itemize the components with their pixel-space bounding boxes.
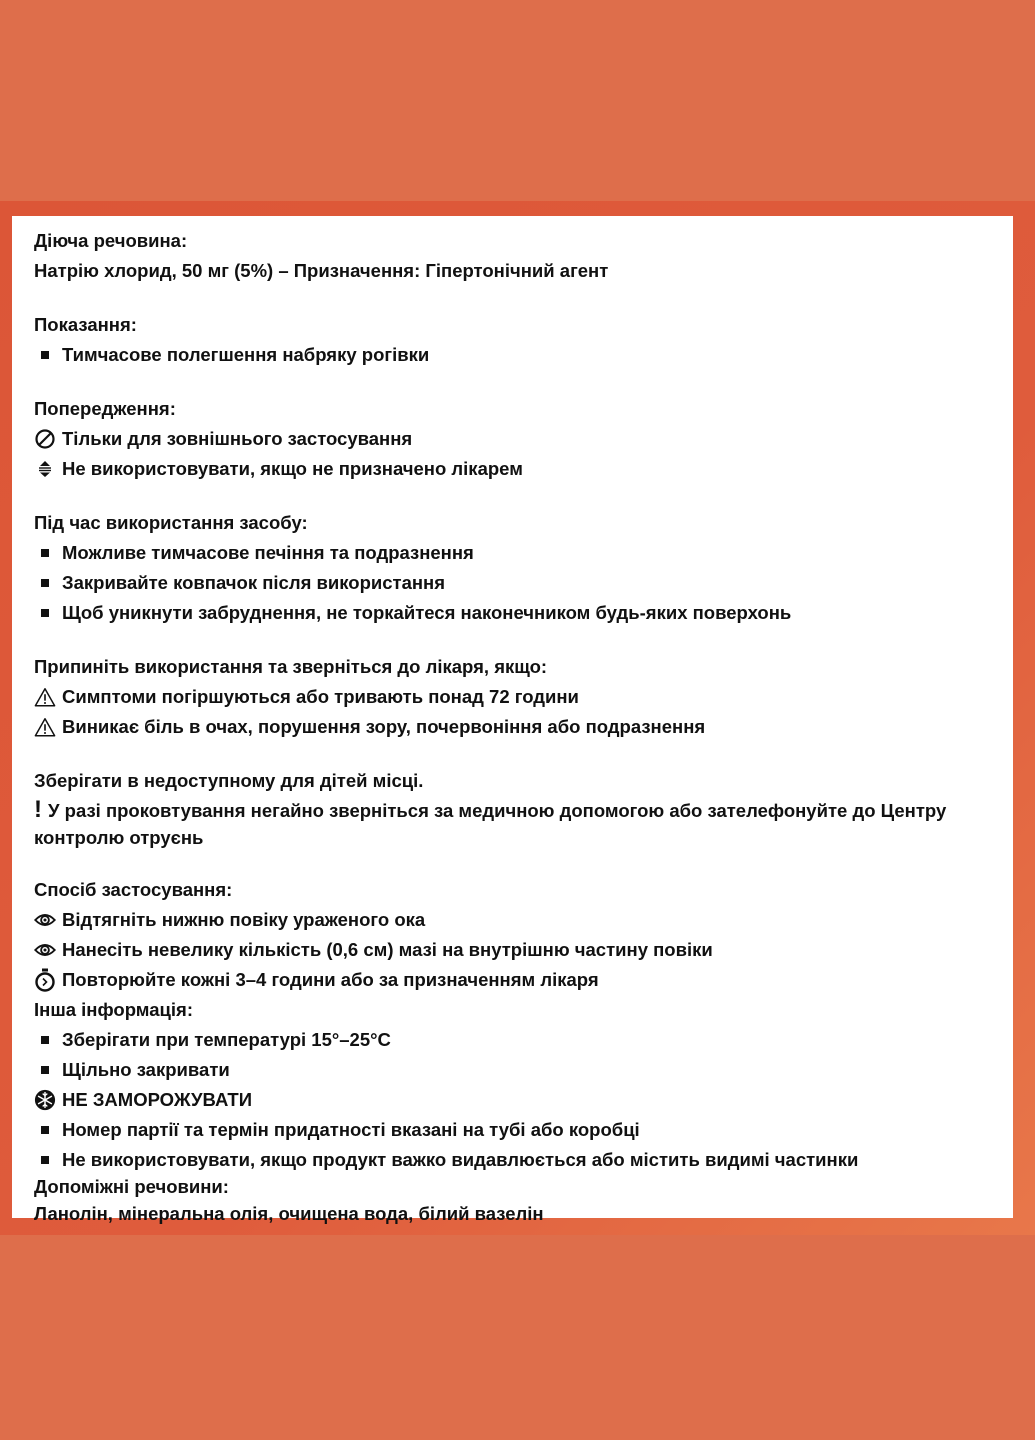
line-item: Ланолін, мінеральна олія, очищена вода, білий вазелін (34, 1203, 544, 1224)
bullet-icon (34, 538, 56, 568)
line-item: Відтягніть нижню повіку ураженого ока (34, 905, 1004, 935)
line-item: Нанесіть невелику кількість (0,6 см) мазі на внутрішню частину повіки (34, 935, 1004, 965)
line-item: Тимчасове полегшення набряку рогівки (34, 340, 1004, 370)
section-active-ingredient (34, 226, 1004, 286)
section-keep-away-children (34, 766, 1004, 851)
label-content (34, 226, 1004, 1229)
bullet-icon (34, 1145, 56, 1175)
section-other-info (34, 995, 1004, 1175)
line-item: Натрію хлорид, 50 мг (5%) – Призначення: Гіпертонічний агент (34, 260, 609, 281)
line-item: Не використовувати, якщо не призначено лікарем (34, 454, 1004, 484)
line-item: Можливе тимчасове печіння та подразнення (34, 538, 1004, 568)
line-item: Повторюйте кожні 3–4 години або за призначенням лікаря (34, 965, 1004, 995)
bullet-icon (34, 340, 56, 370)
section-heading: Під час використання засобу: (34, 512, 308, 533)
snowflake-icon (34, 1085, 56, 1115)
bullet-icon (34, 568, 56, 598)
section-indications (34, 310, 1004, 370)
section-heading: Спосіб застосування: (34, 879, 233, 900)
section-heading: Діюча речовина: (34, 230, 188, 251)
section-heading: Допоміжні речовини: (34, 1176, 229, 1197)
bullet-icon (34, 1055, 56, 1085)
line-item: Тільки для зовнішнього застосування (34, 424, 1004, 454)
exclamation-icon: ! (34, 796, 42, 823)
section-heading: Інша інформація: (34, 999, 193, 1020)
section-stop-use (34, 652, 1004, 742)
section-heading: Припиніть використання та зверніться до лікаря, якщо: (34, 656, 548, 677)
line-item: Щоб уникнути забруднення, не торкайтеся наконечником будь-яких поверхонь (34, 598, 1004, 628)
section-directions (34, 875, 1004, 995)
line-item: ! У разі проковтування негайно зверніться за медичною допомогою або зателефонуйте до Центру контролю отруєнь (34, 796, 947, 848)
bullet-icon (34, 1025, 56, 1055)
line-item: Номер партії та термін придатності вказані на тубі або коробці (34, 1115, 1004, 1145)
section-heading: Зберігати в недоступному для дітей місці. (34, 770, 424, 791)
updown-arrow-icon (34, 454, 56, 484)
warning-icon (34, 682, 56, 712)
line-item: НЕ ЗАМОРОЖУВАТИ (34, 1085, 1004, 1115)
section-warnings (34, 394, 1004, 484)
line-item: Закривайте ковпачок після використання (34, 568, 1004, 598)
stopwatch-icon (34, 965, 56, 995)
section-excipients (34, 1175, 1004, 1229)
eye-icon (34, 935, 56, 965)
section-heading: Попередження: (34, 398, 176, 419)
line-item: Не використовувати, якщо продукт важко видавлюється або містить видимі частинки (34, 1145, 1004, 1175)
warning-icon (34, 712, 56, 742)
prohibited-icon (34, 424, 56, 454)
section-during-use (34, 508, 1004, 628)
bullet-icon (34, 598, 56, 628)
line-item: Виникає біль в очах, порушення зору, почервоніння або подразнення (34, 712, 1004, 742)
line-item: Щільно закривати (34, 1055, 1004, 1085)
section-heading: Показання: (34, 314, 137, 335)
line-item: Симптоми погіршуються або тривають понад 72 години (34, 682, 1004, 712)
bullet-icon (34, 1115, 56, 1145)
line-item: Зберігати при температурі 15°–25°C (34, 1025, 1004, 1055)
eye-icon (34, 905, 56, 935)
